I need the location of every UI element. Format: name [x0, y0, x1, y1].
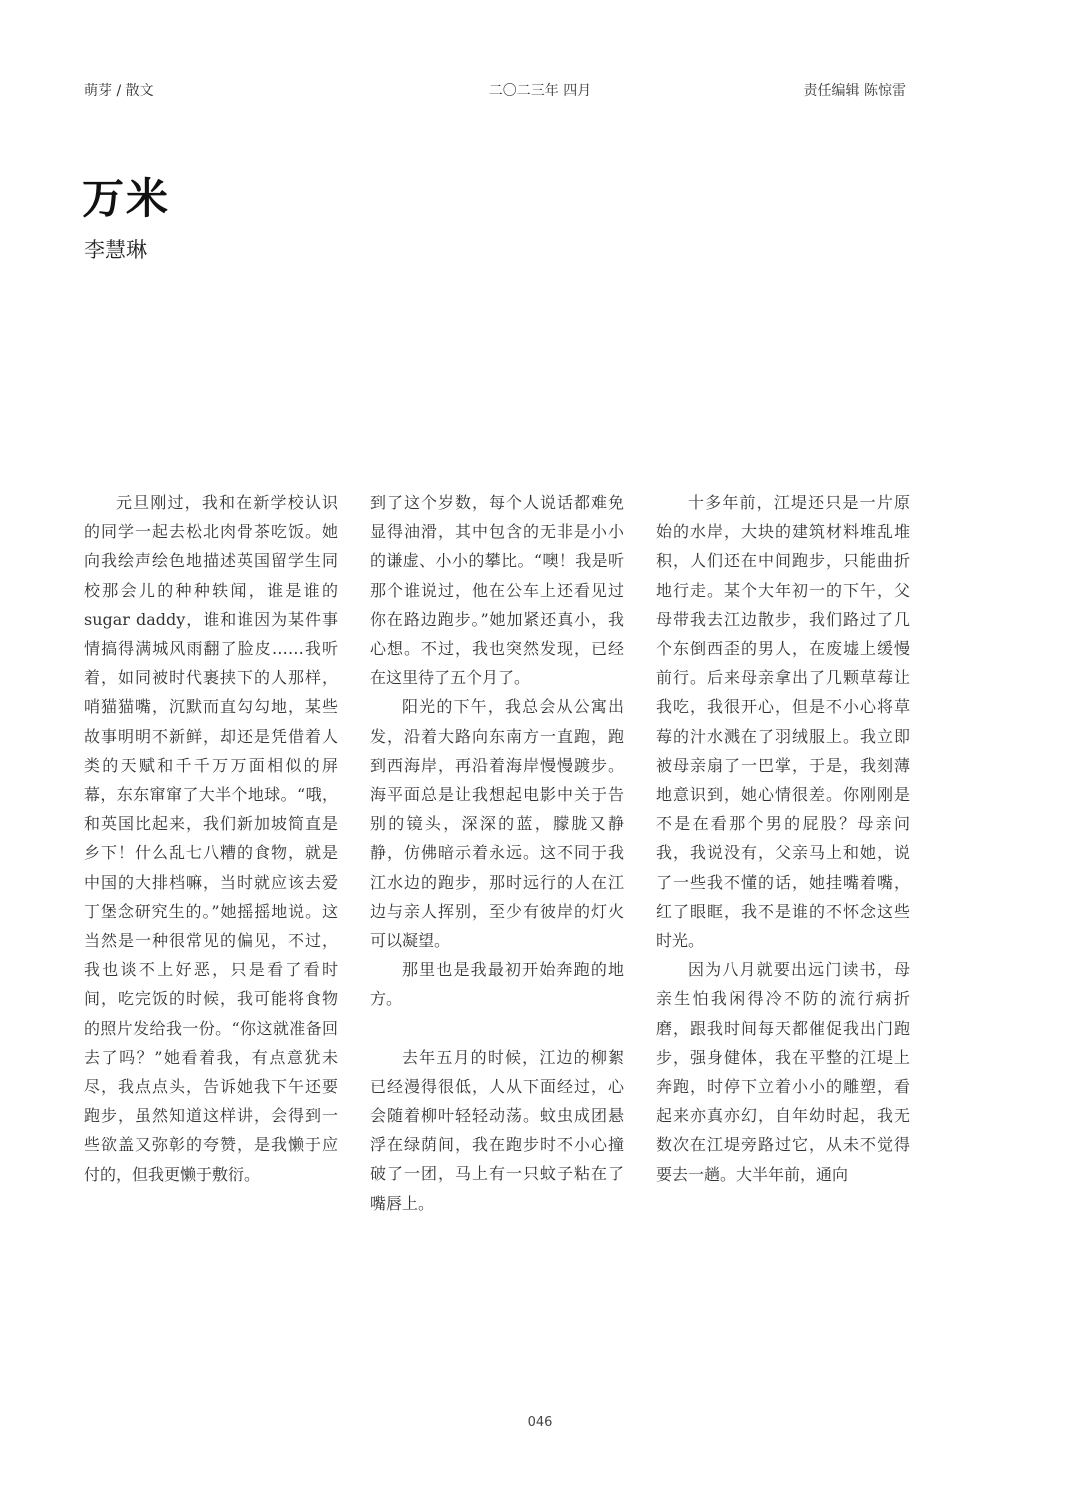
- paragraph: 阳光的下午，我总会从公寓出发，沿着大路向东南方一直跑，跑到西海岸，再沿着海岸慢慢踱步。海平面总是让我想起电影中关于告别的镜头，深深的蓝，朦胧又静静，仿佛暗示着永远。这不同于我江水边的跑步，那时远行的人在江边与亲人挥别，至少有彼岸的灯火可以凝望。: [370, 697, 624, 951]
- section-label: 萌芽 / 散文: [84, 83, 154, 99]
- page-number: 046: [527, 1415, 553, 1430]
- issue-date: 二〇二三年 四月: [488, 83, 592, 99]
- text-column-1: [84, 488, 338, 1189]
- text-column-2: [370, 488, 624, 1218]
- paragraph: 去年五月的时候，江边的柳絮已经漫得很低，人从下面经过，心会随着柳叶轻轻动荡。蚊虫成团悬浮在绿荫间，我在跑步时不小心撞破了一团，马上有一只蚊子粘在了嘴唇上。: [370, 1047, 624, 1213]
- paragraph: 十多年前，江堤还只是一片原始的水岸，大块的建筑材料堆乱堆积，人们还在中间跑步，只能曲折地行走。某个大年初一的下午，父母带我去江边散步，我们路过了几个东倒西歪的男人，在废墟上缓慢前行。后来母亲拿出了几颗草莓让我吃，我很开心，但是不小心将草莓的汁水溅在了羽绒服上。我立即被母亲扇了一巴掌，于是，我刻薄地意识到，她心情很差。你刚刚是不是在看那个男的屁股？母亲问我，我说没有，父亲马上和她，说了一些我不懂的话，她挂嘴着嘴，红了眼眶，我不是谁的不怀念这些时光。: [656, 493, 910, 951]
- section-break: [370, 1014, 624, 1043]
- paragraph: 到了这个岁数，每个人说话都难免显得油滑，其中包含的无非是小小的谦虚、小小的攀比。“噢！我是听那个谁说过，他在公车上还看见过你在路边跑步。”她加紧还真小，我心想。不过，我也突然发现，已经在这里待了五个月了。: [370, 493, 624, 688]
- paragraph: 那里也是我最初开始奔跑的地方。: [370, 960, 624, 1009]
- editor-credit: 责任编辑 陈惊雷: [803, 83, 906, 99]
- article-title: 万米: [82, 174, 171, 223]
- paragraph: 元旦刚过，我和在新学校认识的同学一起去松北肉骨茶吃饭。她向我绘声绘色地描述英国留学生同校那会儿的种种轶闻，谁是谁的 sugar daddy，谁和谁因为某件事情搞得满城风雨翻了脸皮……我听着，如同被时代裹挟下的人那样，哨猫猫嘴，沉默而直勾勾地，某些故事明明不新鲜，却还是凭借着人类的天赋和千千万万面相似的屏幕，东东窜窜了大半个地球。“哦，和英国比起来，我们新加坡简直是乡下！什么乱七八糟的食物，就是中国的大排档嘛，当时就应该去爱丁堡念研究生的。”她摇摇地说。这当然是一种很常见的偏见，不过，我也谈不上好恶，只是看了看时间，吃完饭的时候，我可能将食物的照片发给我一份。“你这就准备回去了吗？”她看着我，有点意犹未尽，我点点头，告诉她我下午还要跑步，虽然知道这样讲，会得到一些欲盖又弥彰的夸赞，是我懒于应付的，但我更懒于敷衍。: [84, 493, 338, 1184]
- article-author: 李慧琳: [84, 238, 147, 262]
- paragraph: 因为八月就要出远门读书，母亲生怕我闲得冷不防的流行病折磨，跟我时间每天都催促我出门跑步，强身健体，我在平整的江堤上奔跑，时停下立着小小的雕塑，看起来亦真亦幻，自年幼时起，我无数次在江堤旁路过它，从未不觉得要去一趟。大半年前，通向: [656, 960, 910, 1184]
- text-column-3: [656, 488, 910, 1189]
